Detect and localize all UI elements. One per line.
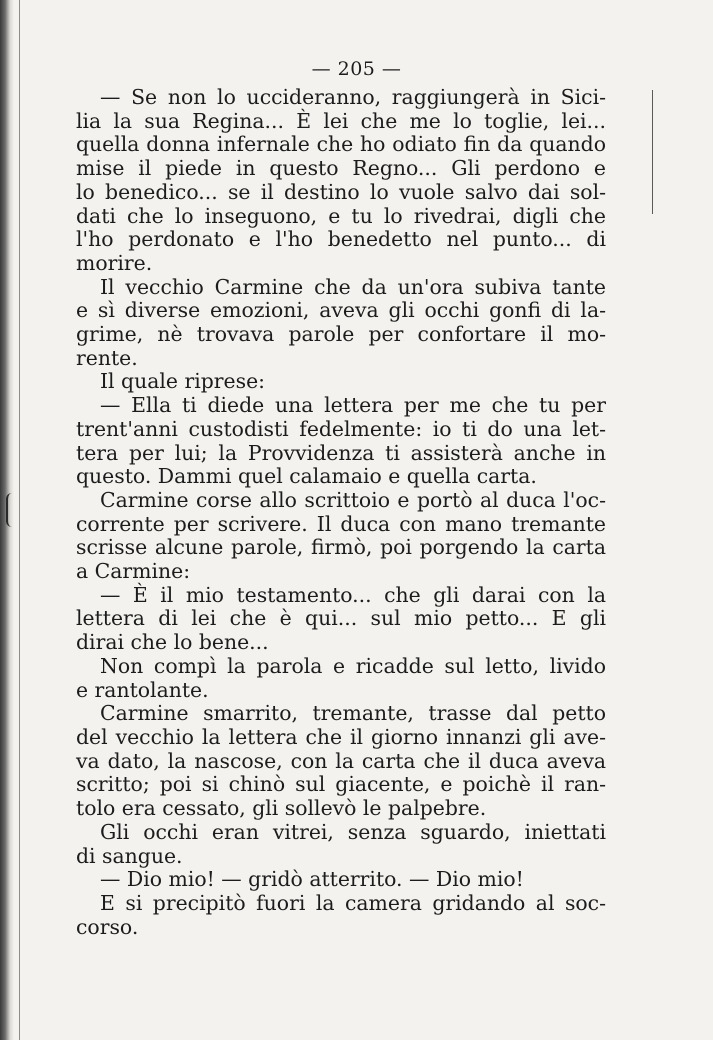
text-line: Non compì la parola e ricadde sul letto, livido xyxy=(100,653,606,678)
text-line: dirai che lo bene... xyxy=(76,630,269,655)
text-line: di sangue. xyxy=(76,843,183,868)
text-line: Gli occhi eran vitrei, senza sguardo, iniettati xyxy=(100,819,606,844)
text-line: trent'anni custodisti fedelmente: io ti do una let- xyxy=(76,416,606,441)
text-line: mise il piede in questo Regno... Gli perdono e xyxy=(76,156,606,181)
margin-pencil-line xyxy=(652,90,653,214)
text-line: — Dio mio! — gridò atterrito. — Dio mio! xyxy=(100,867,524,892)
text-line: tera per lui; la Provvidenza ti assisterà anche in xyxy=(76,440,606,465)
text-line: a Carmine: xyxy=(76,559,191,584)
text-line: e sì diverse emozioni, aveva gli occhi gonfi di la- xyxy=(76,298,606,323)
text-line: lo benedico... se il destino lo vuole salvo dai sol- xyxy=(76,179,606,204)
text-line: dati che lo inseguono, e tu lo rivedrai, digli che xyxy=(76,203,606,228)
text-line: e rantolante. xyxy=(76,677,209,702)
text-line: — Se non lo uccideranno, raggiungerà in Sici- xyxy=(100,85,606,109)
text-line: lia la sua Regina... È lei che me lo toglie, lei... xyxy=(76,108,606,133)
text-line: Carmine corse allo scrittoio e portò al duca l'oc- xyxy=(100,487,606,512)
text-line: Il vecchio Carmine che da un'ora subiva tante xyxy=(100,274,606,299)
page-text-body xyxy=(76,86,606,939)
text-line: scritto; poi si chinò sul giacente, e poichè il ran- xyxy=(76,772,606,797)
text-line: corso. xyxy=(76,914,139,939)
text-line: del vecchio la lettera che il giorno innanzi gli ave- xyxy=(76,724,606,749)
text-line: — È il mio testamento... che gli darai con la xyxy=(100,582,606,607)
text-line: quella donna infernale che ho odiato fin da quando xyxy=(76,132,606,157)
text-line: corrente per scrivere. Il duca con mano tremante xyxy=(76,511,606,536)
binding-clip-mark xyxy=(6,493,18,527)
text-line: Carmine smarrito, tremante, trasse dal petto xyxy=(100,701,606,726)
text-line: grime, nè trovava parole per confortare il mo- xyxy=(76,322,606,347)
text-line: E si precipitò fuori la camera gridando al soc- xyxy=(100,890,606,915)
text-line: Il quale riprese: xyxy=(100,369,266,394)
text-line: — Ella ti diede una lettera per me che tu per xyxy=(100,393,606,418)
text-line: tolo era cessato, gli sollevò le palpebre. xyxy=(76,796,487,821)
page-number: — 205 — xyxy=(311,58,402,80)
text-line: lettera di lei che è qui... sul mio petto... E gli xyxy=(76,606,606,631)
text-line: l'ho perdonato e l'ho benedetto nel punto... di xyxy=(76,227,606,252)
text-line: morire. xyxy=(76,250,153,275)
text-line: questo. Dammi quel calamaio e quella carta. xyxy=(76,464,537,489)
text-line: scrisse alcune parole, firmò, poi porgendo la carta xyxy=(76,535,606,560)
text-line: va dato, la nascose, con la carta che il duca aveva xyxy=(76,748,606,773)
text-line: rente. xyxy=(76,345,138,370)
page-fold-line xyxy=(19,0,20,1040)
